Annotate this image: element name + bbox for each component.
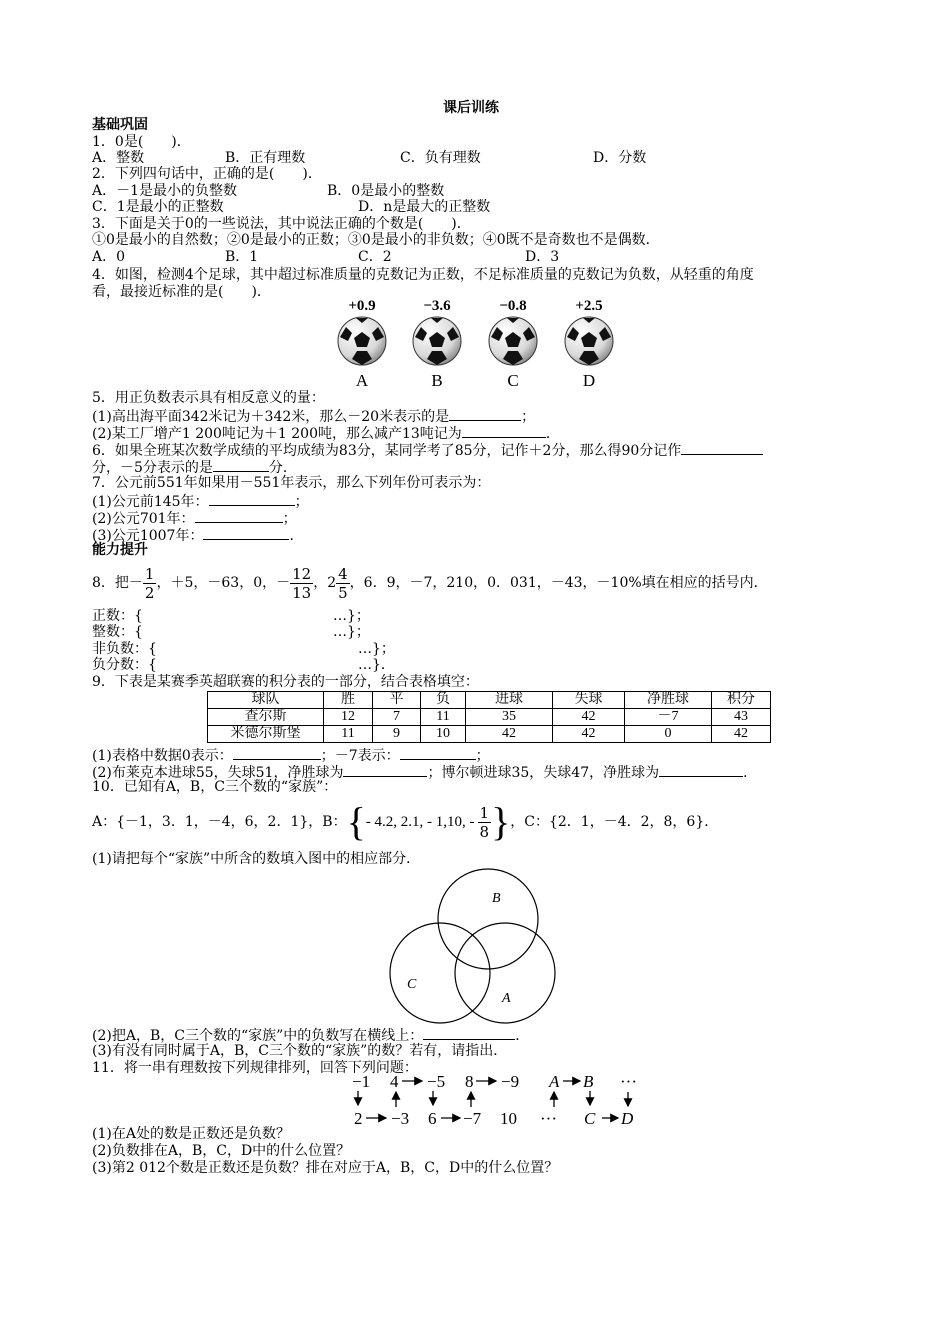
table-row [208, 726, 771, 743]
table-cell: －7 [625, 709, 712, 726]
q3-option-a: A．0 [92, 249, 126, 265]
q10-set-a: A：{－1，3．1，－4，6，2．1}，B： [92, 814, 347, 830]
venn-label-a: A [502, 991, 511, 1006]
q3-option-d: D．3 [525, 249, 560, 265]
answer-blank[interactable] [209, 492, 295, 506]
table-cell: 查尔斯 [208, 709, 324, 726]
fraction-denominator: 5 [338, 583, 348, 602]
q3-option-b: B．1 [225, 249, 259, 265]
q8-set-positive: 正数：{ [92, 608, 143, 624]
seq-top-ellipsis: ··· [620, 1072, 637, 1091]
q7-stem: 7．公元前551年如果用－551年表示，那么下列年份可表示为： [92, 475, 491, 491]
answer-blank[interactable] [681, 441, 763, 455]
q1-option-b: B．正有理数 [225, 150, 306, 166]
q11-part1: (1)在A处的数是正数还是负数？ [92, 1126, 290, 1142]
table-row [208, 709, 771, 726]
q5-stem: 5．用正负数表示具有相反意义的量： [92, 390, 325, 406]
fraction-twelve-thirteenths [290, 565, 313, 602]
column-header: 负 [421, 692, 466, 709]
answer-blank[interactable] [195, 509, 283, 523]
ball-b-value: −3.6 [423, 298, 451, 314]
fraction-denominator: 2 [144, 583, 155, 602]
answer-blank[interactable] [213, 458, 269, 472]
ball-c-value: −0.8 [499, 298, 527, 314]
q10-part3: (3)有没有同时属于A，B，C三个数的“家族”的数？若有，请指出． [92, 1043, 508, 1059]
seq-bottom-c: C [584, 1109, 596, 1128]
answer-blank[interactable] [423, 1026, 515, 1040]
column-header: 进球 [466, 692, 553, 709]
column-header: 净胜球 [625, 692, 712, 709]
q2-option-b: B．0是最小的整数 [327, 183, 445, 199]
soccer-ball-icon [411, 315, 463, 367]
section-heading-basic: 基础巩固 [92, 117, 148, 133]
ball-b-letter: B [431, 371, 443, 390]
column-header: 平 [373, 692, 421, 709]
q8-set-nonnegative-end: …}； [358, 641, 395, 657]
table-cell: 7 [373, 709, 421, 726]
q2-option-a: A．－1是最小的负整数 [92, 183, 238, 199]
table-cell: 43 [712, 709, 771, 726]
column-header: 失球 [553, 692, 625, 709]
seq-bottom-1: 2 [354, 1109, 363, 1128]
q11-part3: (3)第2 012个数是正数还是负数？排在对应于A，B，C，D中的什么位置？ [92, 1160, 559, 1176]
seq-bottom-2: −3 [391, 1109, 410, 1128]
table-cell: 11 [324, 726, 373, 743]
table-cell: 米德尔斯堡 [208, 726, 324, 743]
punct: ； [294, 494, 309, 510]
fraction-numerator: 12 [292, 564, 312, 583]
punct: ； [521, 409, 536, 425]
q2-option-c: C．1是最小的正整数 [92, 199, 224, 215]
ball-d-value: +2.5 [575, 298, 603, 314]
q9-part2-mid: ；博尔顿进球35，失球47，净胜球为 [427, 765, 660, 781]
venn-label-c: C [407, 977, 417, 992]
soccer-ball-icon [336, 315, 388, 367]
q9-part2-text: (2)布莱克本进球55，失球51，净胜球为 [92, 765, 344, 781]
soccer-ball-d [561, 298, 617, 391]
ball-d-letter: D [582, 371, 596, 390]
q5-part2-text: (2)某工厂增产1 200吨记为＋1 200吨，那么减产13吨记为 [92, 426, 462, 442]
q9-part1-mid: ；－7表示： [320, 748, 400, 764]
q4-stem-line2: 看，最接近标准的是( )． [92, 284, 271, 300]
table-cell: 42 [553, 709, 625, 726]
fraction-denominator: 13 [292, 583, 312, 602]
answer-blank[interactable] [203, 526, 289, 540]
seq-top-3: −5 [427, 1072, 446, 1091]
seq-top-2: 4 [390, 1072, 399, 1091]
punct: ； [475, 748, 490, 764]
answer-blank[interactable] [449, 407, 521, 421]
points-table [207, 691, 771, 743]
column-header: 胜 [324, 692, 373, 709]
punct: ． [289, 528, 304, 544]
left-brace: { [346, 799, 366, 844]
q11-stem: 11．将一串有理数按下列规律排列，回答下列问题： [92, 1060, 418, 1076]
venn-label-b: B [492, 891, 501, 906]
fraction-numerator: 4 [338, 564, 348, 583]
ball-a-value: +0.9 [348, 298, 376, 314]
right-brace: } [491, 799, 511, 844]
q3-statements: ①0是最小的自然数；②0是最小的正数；③0是最小的非负数；④0既不是奇数也不是偶数． [92, 232, 660, 248]
q8-mid1: ，＋5，－63，0，－ [156, 575, 291, 591]
answer-blank[interactable] [343, 763, 427, 777]
q1-option-a: A．整数 [92, 150, 145, 166]
fraction-four-fifths [336, 565, 350, 602]
fraction-half [143, 565, 157, 602]
fraction-one-eighth [478, 804, 492, 841]
q10-stem: 10．已知有A，B，C三个数的“家族”： [92, 779, 338, 795]
q8-set-negative-fraction: 负分数：{ [92, 657, 157, 673]
q6-line2-end: 分． [268, 460, 297, 476]
q10-set-c: ，C：{2．1，－4．2，8，6}． [510, 814, 719, 830]
answer-blank[interactable] [462, 424, 546, 438]
venn-circle-c [390, 923, 490, 1023]
table-cell: 35 [466, 709, 553, 726]
section-heading-advanced: 能力提升 [92, 542, 148, 558]
q10-part1: (1)请把每个“家族”中所含的数填入图中的相应部分． [92, 851, 421, 867]
fraction-numerator: 1 [144, 564, 155, 583]
table-cell: 0 [625, 726, 712, 743]
seq-bottom-ellipsis: ··· [540, 1109, 557, 1128]
ball-a-letter: A [355, 371, 369, 390]
venn-circle-b [438, 869, 538, 969]
q8-stem [92, 563, 768, 607]
column-header: 球队 [208, 692, 324, 709]
table-cell: 42 [553, 726, 625, 743]
q3-option-c: C．2 [358, 249, 392, 265]
q10-set-b: - 4.2, 2.1, - 1,10, - [365, 814, 475, 830]
seq-bottom-5: 10 [500, 1109, 517, 1128]
table-cell: 42 [466, 726, 553, 743]
seq-bottom-4: −7 [463, 1109, 482, 1128]
venn-diagram [385, 864, 565, 1028]
q10-sets [92, 797, 718, 851]
punct: ． [743, 765, 758, 781]
q3-stem: 3．下面是关于0的一些说法，其中说法正确的个数是( )． [92, 216, 471, 232]
q8-set-positive-end: …}； [333, 608, 370, 624]
q10-part2-text: (2)把A，B，C三个数的“家族”中的负数写在横线上： [92, 1028, 424, 1044]
soccer-ball-b [409, 298, 465, 391]
seq-bottom-3: 6 [428, 1109, 437, 1128]
q6-line2-text: 分，－5分表示的是 [92, 460, 213, 476]
table-cell: 12 [324, 709, 373, 726]
soccer-ball-icon [563, 315, 615, 367]
ball-c-letter: C [507, 371, 519, 390]
q6-line1-text: 6．如果全班某次数学成绩的平均成绩为83分，某同学考了85分，记作＋2分，那么得90分记作 [92, 443, 682, 459]
q8-set-negative-fraction-end: …}． [358, 657, 395, 673]
q1-option-d: D．分数 [593, 150, 647, 166]
soccer-ball-a [334, 298, 390, 391]
q4-stem-line1: 4．如图，检测4个足球，其中超过标准质量的克数记为正数，不足标准质量的克数记为负数，从轻重的角度 [92, 267, 754, 283]
q7-item3-text: (3)公元1007年： [92, 528, 204, 544]
q2-option-d: D．n是最大的正整数 [358, 199, 491, 215]
sequence-arrows [340, 1072, 650, 1132]
q2-stem: 2．下列四句话中，正确的是( )． [92, 166, 322, 182]
table-cell: 42 [712, 726, 771, 743]
q9-part1-text: (1)表格中数据0表示： [92, 748, 233, 764]
table-cell: 11 [421, 709, 466, 726]
column-header: 积分 [712, 692, 771, 709]
q1-stem: 1．0是( )． [92, 134, 191, 150]
q7-item2-text: (2)公元701年： [92, 511, 195, 527]
q1-option-c: C．负有理数 [400, 150, 481, 166]
table-header-row [208, 692, 771, 709]
answer-blank[interactable] [233, 746, 321, 760]
seq-top-5: −9 [501, 1072, 520, 1091]
q9-stem: 9．下表是某赛季英超联赛的积分表的一部分，结合表格填空： [92, 674, 479, 690]
answer-blank[interactable] [400, 746, 476, 760]
seq-top-b: B [583, 1072, 594, 1091]
soccer-ball-c [485, 298, 541, 391]
seq-top-a: A [549, 1072, 560, 1091]
venn-circle-a [455, 923, 555, 1023]
answer-blank[interactable] [659, 763, 743, 777]
seq-top-4: 8 [465, 1072, 474, 1091]
q8-prefix: 8．把－ [92, 575, 143, 591]
page-title: 课后训练 [443, 100, 499, 116]
table-cell: 9 [373, 726, 421, 743]
q8-suffix: ，6．9，－7，210，0．031，－43，－10%填在相应的括号内． [349, 575, 768, 591]
fraction-denominator: 8 [479, 822, 490, 841]
q5-part1-text: (1)高出海平面342米记为＋342米，那么－20米表示的是 [92, 409, 450, 425]
table-cell: 10 [421, 726, 466, 743]
punct: ； [282, 511, 297, 527]
fraction-numerator: 1 [479, 803, 490, 822]
q8-set-nonnegative: 非负数：{ [92, 641, 157, 657]
q11-part2: (2)负数排在A，B，C，D中的什么位置？ [92, 1143, 351, 1159]
punct: ． [515, 1028, 530, 1044]
q8-mid2: ，2 [313, 575, 337, 591]
q8-set-integer-end: …}； [333, 624, 370, 640]
q8-set-integer: 整数：{ [92, 624, 143, 640]
seq-top-1: −1 [352, 1072, 371, 1091]
q7-item1-text: (1)公元前145年： [92, 494, 209, 510]
seq-bottom-d: D [621, 1109, 634, 1128]
punct: ． [545, 426, 560, 442]
soccer-ball-icon [487, 315, 539, 367]
